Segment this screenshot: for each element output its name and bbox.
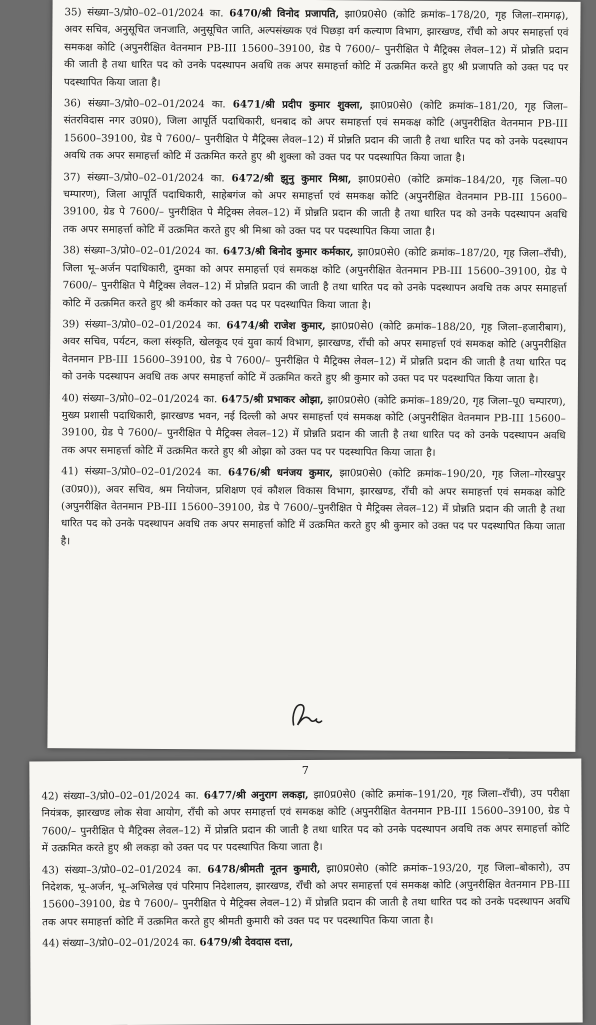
entry-number: 37) — [63, 171, 81, 184]
order-entry — [61, 390, 565, 463]
entry-number: 38) — [62, 245, 80, 257]
entry-name: 6471/श्री प्रदीप कुमार शुक्ला, — [232, 98, 363, 112]
entry-body: झा0प्र0से0 (कोटि क्रमांक–181/20, गृह जिला–संतरविदास नगर उ0प्र0), जिला आपूर्ति पदाधिकारी, धनबाद को अपर समाहर्त्ता एवं समकक्ष कोटि (अपुनरीक्षित वेतनमान PB-III 15600–39100, ग्रेड पे 7600/– पुनरीक्षित पे मैट्रिक्स लेवल–12) में प्रोन्नति प्रदान की जाती है तथा धारित पद को उनके पदस्थापन अवधि तक अपर समाहर्त्ता कोटि में उत्क्रमित करते हुए श्री शुक्ला को उक्त पद पर पदस्थापित किया जाता है। — [63, 100, 568, 165]
order-entry — [62, 243, 566, 316]
entry-name: 6474/श्री राजेश कुमार, — [226, 319, 326, 332]
entry-body: झा0प्र0से0 (कोटि क्रमांक–178/20, गृह जिला–रामगढ़), अवर सचिव, अनुसूचित जनजाति, अनुसूचित जाति, अल्पसंख्यक एवं पिछड़ा वर्ग कल्याण विभाग, झारखण्ड, राँची को अपर समाहर्त्ता एवं समकक्ष कोटि (अपुनरीक्षित वेतनमान PB-III 15600–39100, ग्रेड पे 7600/– पुनरीक्षित पे मैट्रिक्स लेवल–12) में प्रोन्नति प्रदान की जाती है तथा धारित पद को उनके पदस्थापन अवधि तक अपर समाहर्त्ता कोटि में उत्क्रमित करते हुए श्री प्रजापति को उक्त पद पर पदस्थापित किया जाता है। — [63, 9, 569, 89]
entry-number: 39) — [62, 319, 80, 331]
entry-ref: संख्या–3/प्रो0–02–01/2024 का. — [83, 245, 219, 258]
page-content — [49, 0, 581, 554]
document-page-bottom — [29, 759, 582, 1025]
order-entry — [42, 859, 570, 931]
entry-name: 6477/श्री अनुराग लकड़ा, — [203, 788, 309, 802]
entry-ref: संख्या–3/प्रो0–02–01/2024 का. — [87, 172, 225, 185]
entry-name: 6478/श्रीमती नूतन कुमारी, — [207, 862, 321, 876]
entry-body: झा0प्र0से0 (कोटि क्रमांक–187/20, गृह जिला–राँची), जिला भू–अर्जन पदाधिकारी, दुमका को अपर समाहर्त्ता एवं समकक्ष कोटि (अपुनरीक्षित वेतनमान PB-III 15600–39100, ग्रेड पे 7600/– पुनरीक्षित पे मैट्रिक्स लेवल–12) में प्रोन्नति प्रदान की जाती है तथा धारित पद को उनके पदस्थापन अवधि तक अपर समाहर्त्ता कोटि में उत्क्रमित करते हुए श्री कर्मकार को उक्त पद पर पदस्थापित किया जाता है। — [62, 247, 567, 311]
entry-ref: संख्या–3/प्रो0–02–01/2024 का. — [63, 790, 199, 803]
order-entry — [62, 316, 566, 389]
entry-ref: संख्या–3/प्रो0–02–01/2024 का. — [84, 319, 221, 332]
entry-number: 44) — [42, 938, 60, 950]
order-entry — [63, 169, 567, 242]
entry-ref: संख्या–3/प्रो0–02–01/2024 का. — [87, 98, 226, 111]
entry-body: झा0प्र0से0 (कोटि क्रमांक–191/20, गृह जिला–राँची), उप परीक्षा नियंत्रक, झारखण्ड लोक सेवा आयोग, राँची को अपर समाहर्त्ता एवं समकक्ष कोटि (अपुनरीक्षित वेतनमान PB-III 15600–39100, ग्रेड पे 7600/– पुनरीक्षित पे मैट्रिक्स लेवल–12) में प्रोन्नति प्रदान की जाती है तथा धारित पद को उनके पदस्थापन अवधि तक अपर समाहर्त्ता कोटि में उत्क्रमित करते हुए श्री लकड़ा को उक्त पद पर पदस्थापित किया जाता है। — [41, 788, 570, 855]
entry-body: झा0प्र0से0 (कोटि क्रमांक–193/20, गृह जिला–बोकारो), उप निदेशक, भू–अर्जन, भू–अभिलेख एवं परिमाप निदेशालय, झारखण्ड, राँची को अपर समाहर्त्ता एवं समकक्ष कोटि (अपुनरीक्षित वेतनमान PB-III 15600–39100, ग्रेड पे 7600/– पुनरीक्षित पे मैट्रिक्स लेवल–12) में प्रोन्नति प्रदान की जाती है तथा धारित पद को उनके पदस्थापन अवधि तक अपर समाहर्त्ता कोटि में उत्क्रमित करते हुए श्रीमती कुमारी को उक्त पद पर पदस्थापित किया जाता है। — [41, 862, 571, 929]
order-entry — [63, 95, 567, 168]
order-entry — [41, 786, 569, 858]
entry-number: 42) — [41, 791, 59, 803]
entry-body: झा0प्र0से0 (कोटि क्रमांक–190/20, गृह जिला–गोरखपुर (उ0प्र0)), अवर सचिव, श्रम नियोजन, प्रशिक्षण एवं कौशल विकास विभाग, झारखण्ड, राँची को अपर समाहर्त्ता एवं समकक्ष कोटि (अपुनरीक्षित वेतनमान PB-III 15600–39100, ग्रेड पे 7600/–पुनरीक्षित पे मैट्रिक्स लेवल–12) में प्रोन्नति प्रदान की जाती है तथा धारित पद को उनके पदस्थापन अवधि तक अपर समाहर्त्ता कोटि में उत्क्रमित करते हुए श्री कुमार को उक्त पद पर पदस्थापित किया जाता है। — [60, 468, 566, 548]
entry-number: 40) — [61, 392, 79, 404]
entry-ref: संख्या–3/प्रो0–02–01/2024 का. — [82, 392, 218, 405]
order-entry — [64, 4, 569, 95]
entry-body: झा0प्र0से0 (कोटि क्रमांक–189/20, गृह जिला–पू0 चम्पारण), मुख्य प्रशासी पदाधिकारी, झारखण्ड भवन, नई दिल्ली को अपर समाहर्त्ता एवं समकक्ष कोटि (अपुनरीक्षित वेतनमान PB-III 15600–39100, ग्रेड पे 7600/– पुनरीक्षित पे मैट्रिक्स लेवल–12) में प्रोन्नति प्रदान की जाती है तथा धारित पद को उनके पदस्थापन अवधि तक अपर समाहर्त्ता कोटि में उत्क्रमित करते हुए श्री ओझा को उक्त पद पर पदस्थापित किया जाता है। — [61, 394, 566, 459]
entry-ref: संख्या–3/प्रो0–02–01/2024 का. — [87, 7, 224, 20]
entry-number: 36) — [63, 98, 81, 110]
entry-body: झा0प्र0से0 (कोटि क्रमांक–184/20, गृह जिला–प0 चम्पारण), जिला आपूर्ति पदाधिकारी, साहेबगंज को अपर समाहर्त्ता एवं समकक्ष कोटि (अपुनरीक्षित वेतनमान PB-III 15600–39100, ग्रेड पे 7600/– पुनरीक्षित पे मैट्रिक्स लेवल–12) में प्रोन्नति प्रदान की जाती है तथा धारित पद को उनके पदस्थापन अवधि तक अपर समाहर्त्ता कोटि में उत्क्रमित करते हुए श्री मिश्रा को उक्त पद पर पदस्थापित किया जाता है। — [62, 173, 568, 238]
entry-number: 43) — [41, 864, 59, 877]
entry-ref: संख्या–3/प्रो0–02–01/2024 का. — [64, 864, 202, 876]
document-page-top — [47, 0, 580, 752]
order-entry — [61, 463, 566, 554]
entry-name: 6472/श्री झुनु कुमार मिश्रा, — [231, 172, 352, 185]
entry-ref: संख्या–3/प्रो0–02–01/2024 का. — [84, 466, 222, 479]
entry-name: 6476/श्री धनंजय कुमार, — [228, 466, 334, 480]
page-number: 7 — [301, 763, 309, 778]
entry-body: झा0प्र0से0 (कोटि क्रमांक–188/20, गृह जिला–हजारीबाग), अवर सचिव, पर्यटन, कला संस्कृति, खेलकूद एवं युवा कार्य विभाग, झारखण्ड, राँची को अपर समाहर्त्ता एवं समकक्ष कोटि (अपुनरीक्षित वेतनमान PB-III 15600–39100, ग्रेड पे 7600/– पुनरीक्षित पे मैट्रिक्स लेवल–12) में प्रोन्नति प्रदान की जाती है तथा धारित पद को उनके पदस्थापन अवधि तक अपर समाहर्त्ता कोटि में उत्क्रमित करते हुए श्री कुमार को उक्त पद पर पदस्थापित किया जाता है। — [61, 321, 567, 386]
entry-name: 6475/श्री प्रभाकर ओझा, — [221, 392, 324, 406]
entry-number: 35) — [64, 7, 82, 19]
entry-ref: संख्या–3/प्रो0–02–01/2024 का. — [62, 937, 197, 950]
page-content — [29, 763, 582, 954]
signature-mark — [286, 697, 326, 733]
entry-name: 6470/श्री विनोद प्रजापति, — [229, 7, 340, 21]
entry-name: 6479/श्री देवदास दत्ता, — [199, 936, 294, 949]
entry-name: 6473/श्री बिनोद कुमार कर्मकार, — [222, 245, 354, 259]
order-entry-partial — [42, 933, 570, 953]
entry-number: 41) — [61, 466, 79, 478]
